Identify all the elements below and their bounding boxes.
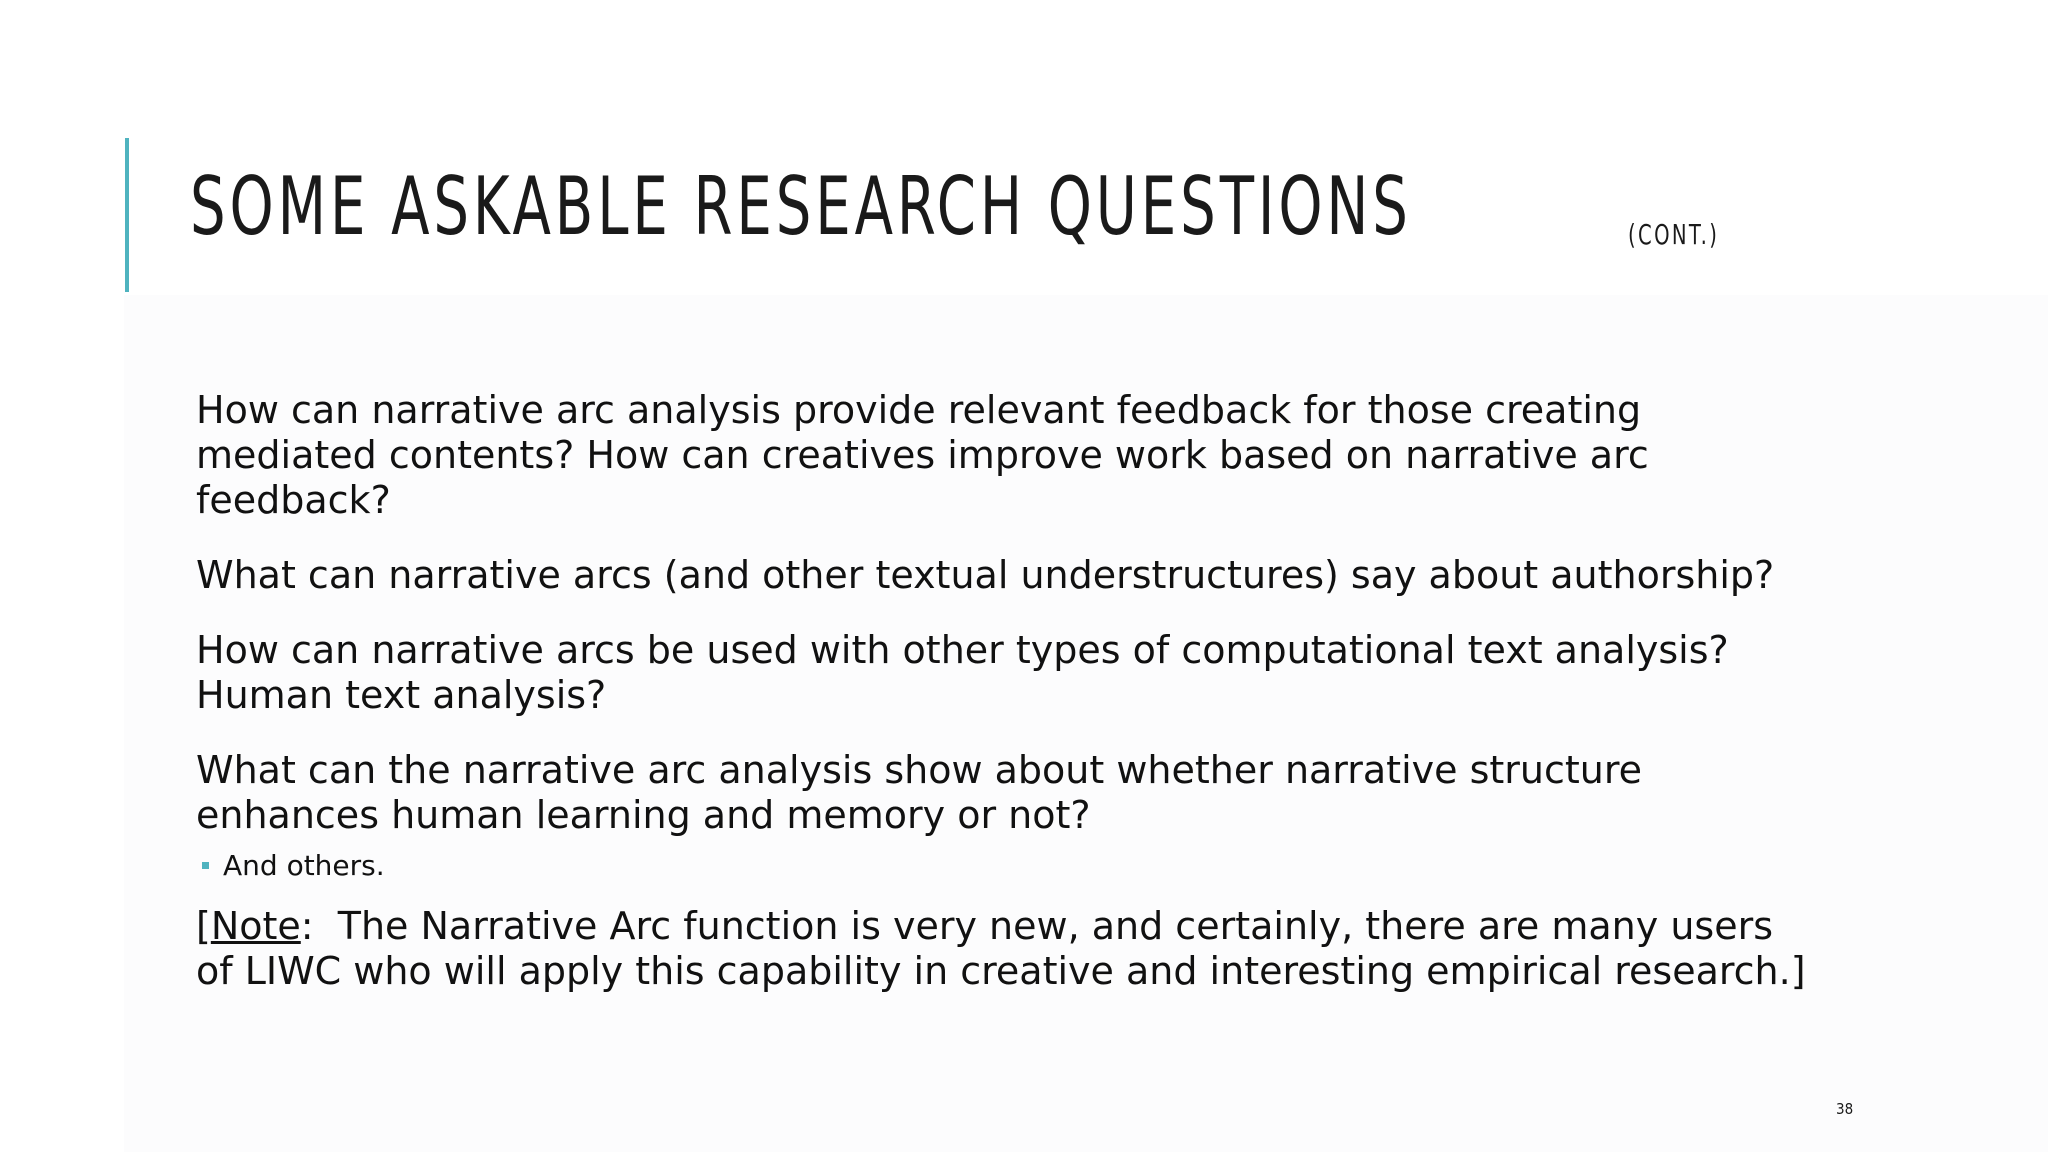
- question-2: What can narrative arcs (and other textual understructures) say about authorship?: [196, 553, 1775, 597]
- sub-bullet: [202, 848, 1816, 884]
- note-colon: :: [300, 904, 314, 948]
- note-text: The Narrative Arc function is very new, and certainly, there are many users of LIWC who will apply this capability in creative and interesting empirical research.]: [196, 904, 1806, 993]
- note-open-bracket: [: [196, 904, 211, 948]
- slide-title: [190, 160, 1756, 253]
- question-3: How can narrative arcs be used with other types of computational text analysis? Human text analysis?: [196, 628, 1729, 717]
- slide-title-subtitle: (CONT.): [1628, 218, 1720, 251]
- slide-title-main: SOME ASKABLE RESEARCH QUESTIONS: [190, 160, 1412, 253]
- square-bullet-icon: [202, 862, 209, 869]
- question-1: How can narrative arc analysis provide relevant feedback for those creating mediated contents? How can creatives improve work based on narrative arc feedback?: [196, 388, 1649, 522]
- sub-bullet-text: And others.: [223, 849, 385, 882]
- slide-body: [196, 388, 1816, 1024]
- question-4: What can the narrative arc analysis show about whether narrative structure enhances human learning and memory or not?: [196, 748, 1643, 837]
- note-label: Note: [210, 904, 301, 948]
- note-paragraph: [196, 904, 1816, 994]
- page-number: 38: [1836, 1100, 1854, 1118]
- title-accent-bar: [125, 138, 129, 292]
